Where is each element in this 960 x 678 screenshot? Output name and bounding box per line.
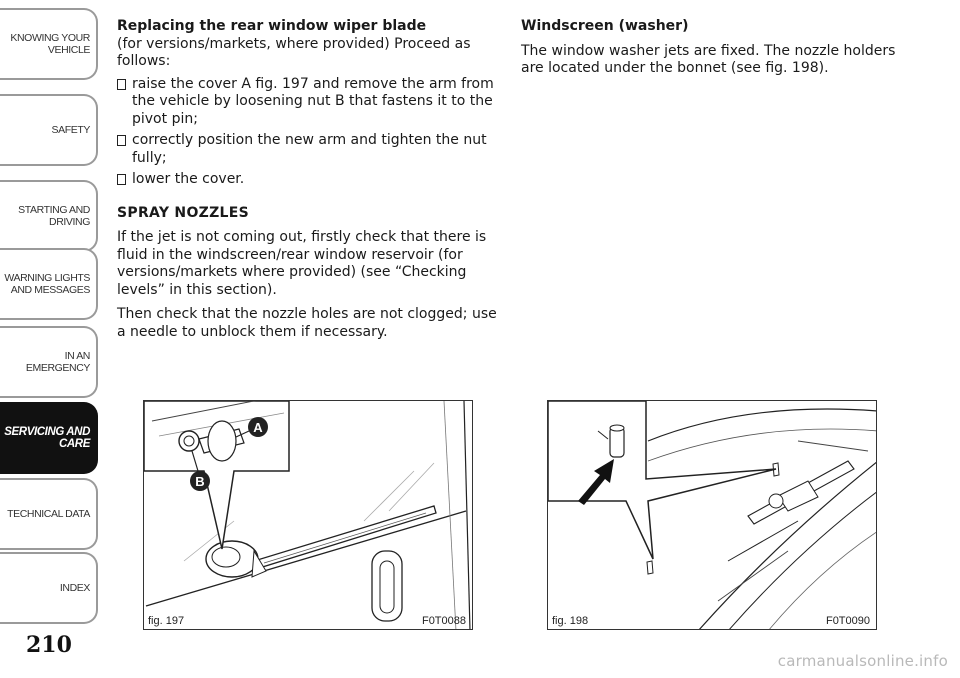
tab-label: WARNING LIGHTS AND MESSAGES [4,272,90,296]
tab-warning-lights[interactable] [0,248,98,320]
tab-knowing-your-vehicle[interactable] [0,8,98,80]
wiper-arm-illustration [144,401,473,630]
watermark: carmanualsonline.info [777,652,948,670]
callout-b: B [195,474,205,489]
figure-caption: fig. 197 [148,615,185,627]
tab-label: TECHNICAL DATA [7,508,90,520]
tab-label: IN AN EMERGENCY [25,350,90,374]
tab-label: STARTING AND DRIVING [18,204,90,228]
tab-index[interactable] [0,552,98,624]
left-column [117,18,497,341]
list-item: lower the cover. [117,171,497,189]
tab-servicing-and-care[interactable] [0,402,98,474]
list-item: correctly position the new arm and tighten the nut fully; [117,132,497,167]
tab-label: INDEX [59,582,90,594]
right-column [521,18,901,78]
figure-198 [547,400,877,630]
rear-wiper-heading: Replacing the rear window wiper blade [117,18,427,34]
rear-wiper-steps [117,76,497,189]
windscreen-washer-heading: Windscreen (washer) [521,18,689,34]
windscreen-washer-para: The window washer jets are fixed. The nozzle holders are located under the bonnet (see fig. 198). [521,42,896,76]
tab-label: KNOWING YOUR VEHICLE [10,32,90,56]
figure-caption: fig. 198 [552,615,589,627]
page-number: 210 [26,632,72,658]
spray-nozzles-heading: SPRAY NOZZLES [117,204,250,221]
figure-code: F0T0090 [825,615,870,627]
tab-safety[interactable] [0,94,98,166]
spray-nozzles-para-2: Then check that the nozzle holes are not clogged; use a needle to unblock them if necessary. [117,306,497,340]
rear-wiper-intro: (for versions/markets, where provided) Proceed as follows: [117,35,471,69]
figure-197 [143,400,473,630]
washer-nozzle-illustration [548,401,877,630]
tab-technical-data[interactable] [0,478,98,550]
figure-code: F0T0088 [421,615,466,627]
spray-nozzles-para-1: If the jet is not coming out, firstly check that there is fluid in the windscreen/rear window reservoir (for versions/markets where provided) (see “Checking levels” in this section). [117,229,487,298]
tab-label: SAFETY [51,124,90,136]
tab-starting-and-driving[interactable] [0,180,98,252]
callout-a: A [253,420,263,435]
tab-in-an-emergency[interactable] [0,326,98,398]
tab-label: SERVICING AND CARE [4,426,90,450]
list-item: raise the cover A fig. 197 and remove the arm from the vehicle by loosening nut B that fastens it to the pivot pin; [117,76,497,129]
